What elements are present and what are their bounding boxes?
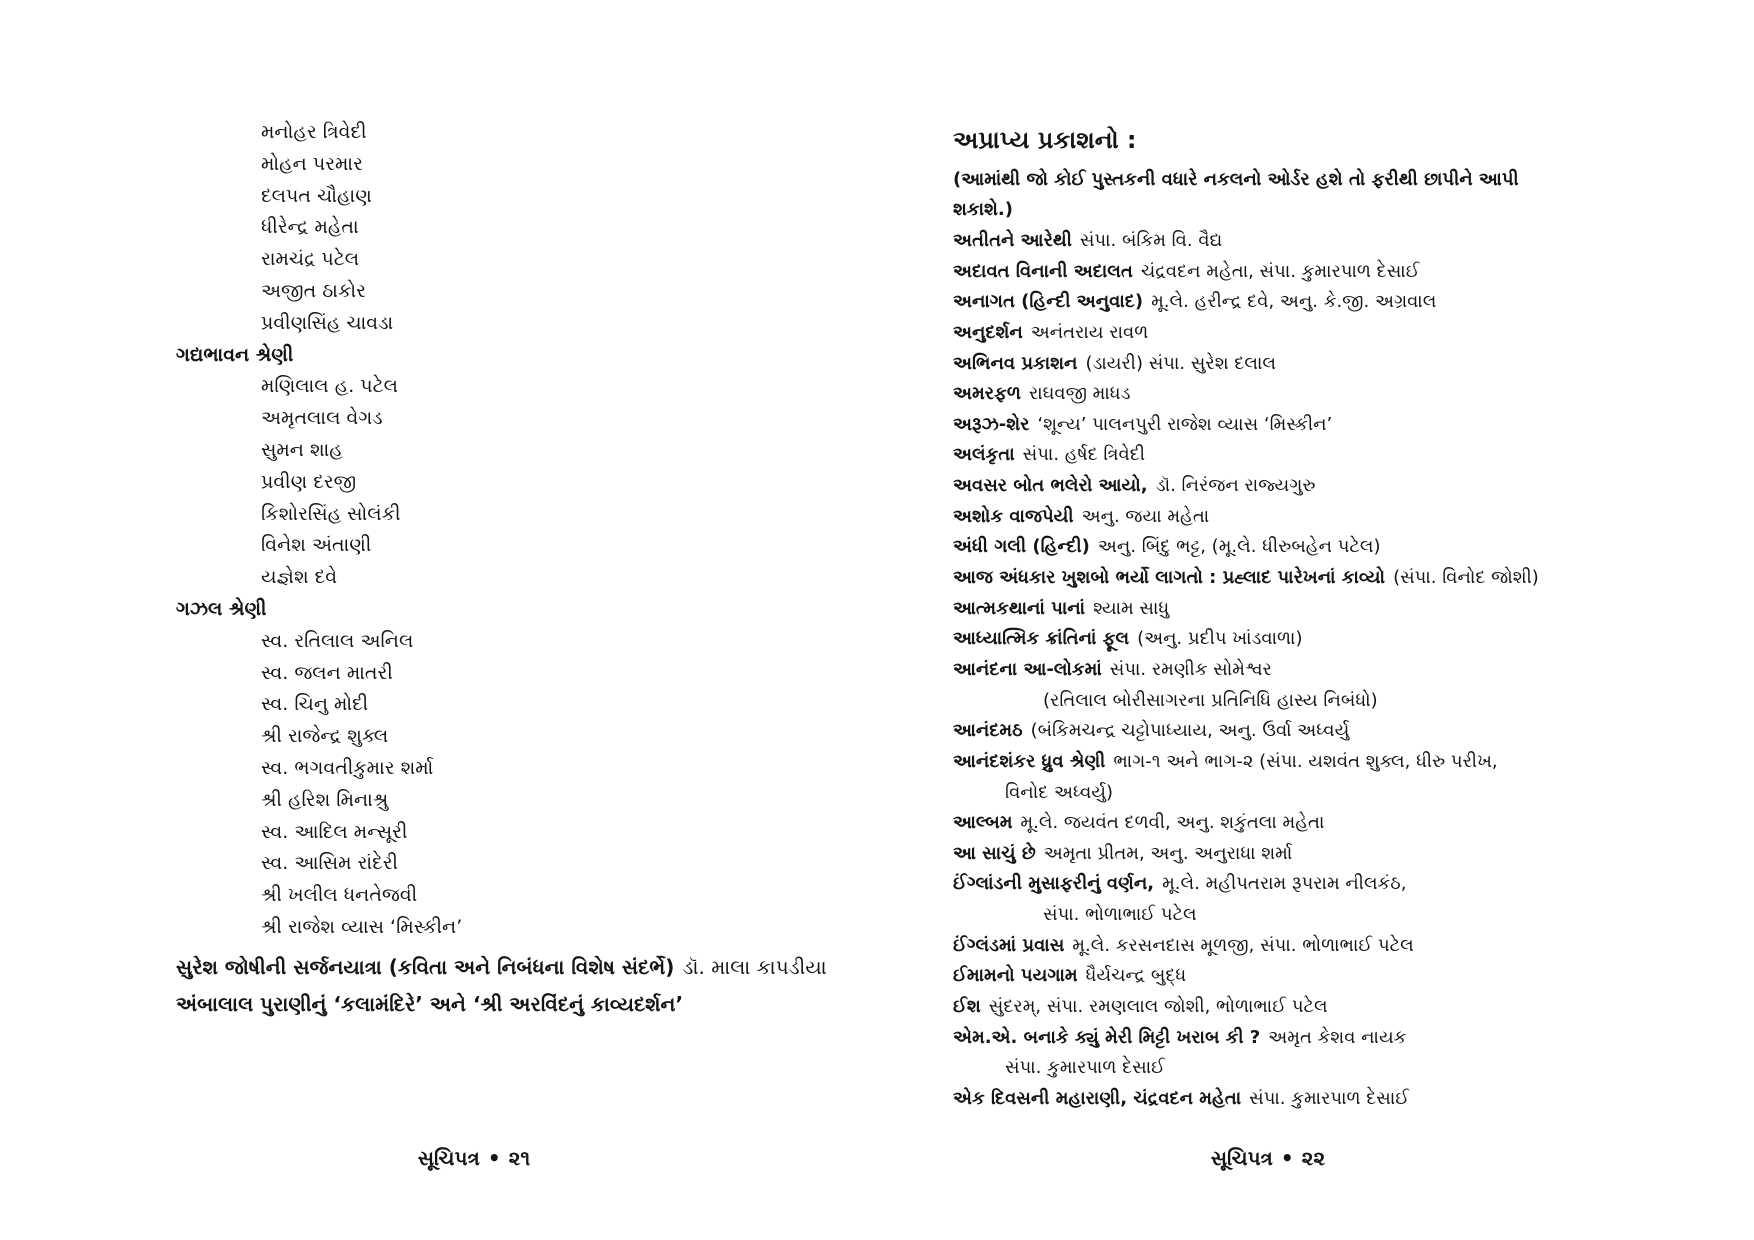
catalog-entry — [953, 931, 1754, 962]
entry-details: સંપા. રમણીક સોમેશ્વર — [1109, 658, 1272, 680]
author-name: શ્રી હરિશ મિનાશ્રુ — [261, 788, 389, 811]
entry-title: આધ્યાત્મિક ક્રાંતિનાં ફૂલ — [953, 628, 1130, 650]
catalog-entry — [953, 226, 1754, 257]
footer-title: સૂચિપત્ર — [417, 1146, 480, 1170]
entry-title: ઈમામનો પયગામ — [953, 965, 1078, 987]
author-name: સ્વ. જલન માતરી — [261, 661, 393, 684]
entry-details: શ્યામ સાધુ — [1093, 597, 1170, 619]
author-name: પ્રવીણસિંહ ચાવડા — [261, 311, 394, 334]
author-name: સ્વ. ચિનુ મોદી — [261, 693, 369, 716]
entry-details: અમૃત કેશવ નાયક — [1268, 1026, 1407, 1048]
entry-title: અનાગત (હિન્દી અનુવાદ) — [953, 291, 1144, 313]
page-footer — [324, 1142, 624, 1174]
entry-title: ઈંગ્લાંડની મુસાફરીનું વર્ણન, — [953, 873, 1155, 895]
entry-details: રાઘવજી માધડ — [1028, 383, 1131, 405]
catalog-entry — [953, 624, 1754, 655]
author-name: પ્રવીણ દરજી — [261, 470, 357, 493]
catalog-entry — [953, 502, 1754, 533]
entry-details: (બંકિમચન્દ્ર ચટ્ટોપાધ્યાય, અનુ. ઉર્વા અધ્વર્યુ — [1030, 720, 1350, 742]
author-name: દલપત ચૌહાણ — [261, 184, 372, 207]
entry-details: મૂ.લે. હરીન્દ્ર દવે, અનુ. કે.જી. અગ્રવાલ — [1151, 291, 1437, 313]
entry-title: અલંકૃતા — [953, 444, 1015, 466]
entry-details: અનુ. બિંદુ ભટ્ટ, (મૂ.લે. ધીરુબહેન પટેલ) — [1097, 536, 1381, 558]
entry-continuation: સંપા. કુમારપાળ દેસાઈ — [1005, 1057, 1166, 1079]
entry-details: ડૉ. નિરંજન રાજ્યગુરુ — [1155, 475, 1316, 497]
entry-title: એમ.એ. બનાકે ક્યું મેરી મિટ્ટી ખરાબ કી ? — [953, 1026, 1261, 1048]
out-of-print-list — [953, 165, 1754, 1115]
availability-note: શકાશે.) — [953, 199, 1013, 221]
entry-title: અમરફળ — [953, 383, 1021, 405]
catalog-entry — [953, 869, 1754, 900]
author-name: રામચંદ્ર પટેલ — [261, 248, 360, 271]
entry-details: ‘શૂન્ય’ પાલનપુરી રાજેશ વ્યાસ ‘મિસ્કીન’ — [1037, 413, 1333, 435]
entry-details: અમૃતા પ્રીતમ, અનુ. અનુરાધા શર્મા — [1043, 842, 1293, 864]
catalog-entry — [953, 318, 1754, 349]
catalog-entry — [953, 440, 1754, 471]
section-heading: અપ્રાપ્ય પ્રકાશનો : — [953, 126, 1137, 154]
catalog-entry — [953, 808, 1754, 839]
entry-details: અનંતરાય રાવળ — [1030, 321, 1149, 343]
entry-details: (અનુ. પ્રદીપ ખાંડવાળા) — [1137, 628, 1303, 650]
author-name: સ્વ. આસિમ રાંદેરી — [261, 852, 398, 875]
author-name: સ્વ. ભગવતીકુમાર શર્મા — [261, 756, 434, 779]
entry-details: અનુ. જયા મહેતા — [1081, 505, 1210, 527]
entry-title: ઈંગ્લંડમાં પ્રવાસ — [953, 934, 1065, 956]
entry-title: આલ્બમ — [953, 812, 1013, 834]
entry-title: અનુદર્શન — [953, 321, 1023, 343]
page-number: ૨૧ — [508, 1146, 531, 1170]
author-name: વિનેશ અંતાણી — [261, 534, 372, 557]
page-number: ૨૨ — [1301, 1146, 1326, 1170]
catalog-entry — [953, 747, 1754, 778]
entry-details: મૂ.લે. જયવંત દળવી, અનુ. શકુંતલા મહેતા — [1020, 812, 1325, 834]
catalog-entry — [953, 349, 1754, 380]
entry-continuation: વિનોદ અધ્વર્યુ) — [1005, 781, 1114, 803]
author-name: યજ્ઞેશ દવે — [261, 566, 338, 589]
entry-title: અશોક વાજપેયી — [953, 505, 1074, 527]
catalog-entry — [953, 563, 1754, 594]
entry-details: સંપા. બંકિમ વિ. વૈદ્ય — [1079, 229, 1223, 251]
author-name: શ્રી રાજેન્દ્ર શુક્લ — [261, 725, 389, 748]
entry-details: મૂ.લે. કરસનદાસ મૂળજી, સંપા. ભોળાભાઈ પટેલ — [1072, 934, 1414, 956]
entry-title: આનંદમઠ — [953, 720, 1023, 742]
catalog-entry — [953, 1023, 1754, 1054]
author-list — [0, 117, 877, 1023]
entry-title: અંધી ગલી (હિન્દી) — [953, 536, 1090, 558]
page-footer — [1118, 1142, 1418, 1174]
entry-title: સુરેશ જોષીની સર્જનયાત્રા (કવિતા અને નિબંધના વિશેષ સંદર્ભે) — [176, 954, 675, 979]
catalog-entry — [0, 986, 877, 1023]
author-name: સુમન શાહ — [261, 438, 343, 461]
catalog-entry — [953, 379, 1754, 410]
catalog-entry — [953, 410, 1754, 441]
entry-title: અરૂઝ-શેર — [953, 413, 1030, 435]
right-page — [877, 0, 1754, 1240]
entry-details: (સંપા. વિનોદ જોશી) — [1393, 567, 1539, 589]
catalog-entry — [953, 655, 1754, 686]
series-heading: ગઝલ શ્રેણી — [176, 597, 267, 620]
catalog-entry — [953, 594, 1754, 625]
author-name: મોહન પરમાર — [261, 152, 363, 175]
entry-details: ચંદ્રવદન મહેતા, સંપા. કુમારપાળ દેસાઈ — [1140, 260, 1420, 282]
entry-title: આ સાચું છે — [953, 842, 1036, 864]
entry-details: ભાગ-૧ અને ભાગ-૨ (સંપા. યશવંત શુક્લ, ધીરુ પરીખ, — [1113, 750, 1498, 772]
entry-continuation: (રતિલાલ બોરીસાગરના પ્રતિનિધિ હાસ્ય નિબંધો) — [1043, 689, 1378, 711]
catalog-entry — [953, 471, 1754, 502]
entry-title: અભિનવ પ્રકાશન — [953, 352, 1078, 374]
entry-title: અદાવત વિનાની અદાલત — [953, 260, 1133, 282]
entry-title: આનંદશંકર ધ્રુવ શ્રેણી — [953, 750, 1106, 772]
author-name: સ્વ. આદિલ મન્સૂરી — [261, 820, 408, 843]
author-name: શ્રી રાજેશ વ્યાસ ‘મિસ્કીન’ — [261, 915, 463, 938]
author-name: મણિલાલ હ. પટેલ — [261, 375, 399, 398]
entry-title: આત્મકથાનાં પાનાં — [953, 597, 1086, 619]
entry-continuation: સંપા. ભોળાભાઈ પટેલ — [1043, 904, 1197, 926]
catalog-entry — [953, 257, 1754, 288]
availability-note: (આમાંથી જો કોઈ પુસ્તકની વધારે નકલનો ઓર્ડર હશે તો ફરીથી છાપીને આપી — [953, 168, 1519, 190]
entry-title: અવસર બોત ભલેરો આયો, — [953, 475, 1148, 497]
author-name: કિશોરસિંહ સોલંકી — [261, 502, 401, 525]
entry-title: એક દિવસની મહારાણી, ચંદ્રવદન મહેતા — [953, 1087, 1242, 1109]
book-entries — [0, 949, 877, 1023]
catalog-entry — [953, 839, 1754, 870]
catalog-entry — [953, 532, 1754, 563]
author-name: અમૃતલાલ વેગડ — [261, 407, 383, 430]
catalog-entry — [0, 949, 877, 986]
author-name: ધીરેન્દ્ર મહેતા — [261, 216, 359, 239]
catalog-entry — [953, 961, 1754, 992]
footer-title: સૂચિપત્ર — [1210, 1146, 1273, 1170]
entry-title: આજ અંધકાર ખુશબો ભર્યો લાગતો : પ્રહ્લાદ પારેખનાં કાવ્યો — [953, 567, 1386, 589]
entry-details: ડૉ. માલા કાપડીયા — [682, 954, 827, 979]
catalog-entry — [953, 716, 1754, 747]
author-name: મનોહર ત્રિવેદી — [261, 121, 367, 143]
entry-title: ઈશ — [953, 995, 981, 1017]
catalog-entry — [953, 992, 1754, 1023]
entry-details: સુંદરમ્, સંપા. રમણલાલ જોશી, ભોળાભાઈ પટેલ — [988, 995, 1328, 1017]
entry-details: (ડાયરી) સંપા. સુરેશ દલાલ — [1085, 352, 1276, 374]
author-name: સ્વ. રતિલાલ અનિલ — [261, 629, 414, 652]
series-heading: ગદ્યભાવન શ્રેણી — [176, 343, 294, 366]
entry-title: આનંદના આ-લોકમાં — [953, 658, 1102, 680]
footer-bullet: • — [487, 1146, 501, 1170]
catalog-entry — [953, 287, 1754, 318]
catalog-entry — [953, 1084, 1754, 1115]
entry-details: સંપા. કુમારપાળ દેસાઈ — [1249, 1087, 1410, 1109]
author-name: અજીત ઠાકોર — [261, 279, 366, 302]
footer-bullet: • — [1280, 1146, 1294, 1170]
entry-details: સંપા. હર્ષદ ત્રિવેદી — [1022, 444, 1145, 466]
entry-details: ધૈર્યચન્દ્ર બુદ્ધ — [1085, 965, 1187, 987]
author-name: શ્રી ખલીલ ધનતેજવી — [261, 884, 418, 907]
entry-title: અતીતને આરેથી — [953, 229, 1072, 251]
entry-title: અંબાલાલ પુરાણીનું ‘કલામંદિરે’ અને ‘શ્રી અરવિંદનું કાવ્યદર્શન’ — [176, 991, 684, 1016]
entry-details: મૂ.લે. મહીપતરામ રૂપરામ નીલકંઠ, — [1162, 873, 1407, 895]
